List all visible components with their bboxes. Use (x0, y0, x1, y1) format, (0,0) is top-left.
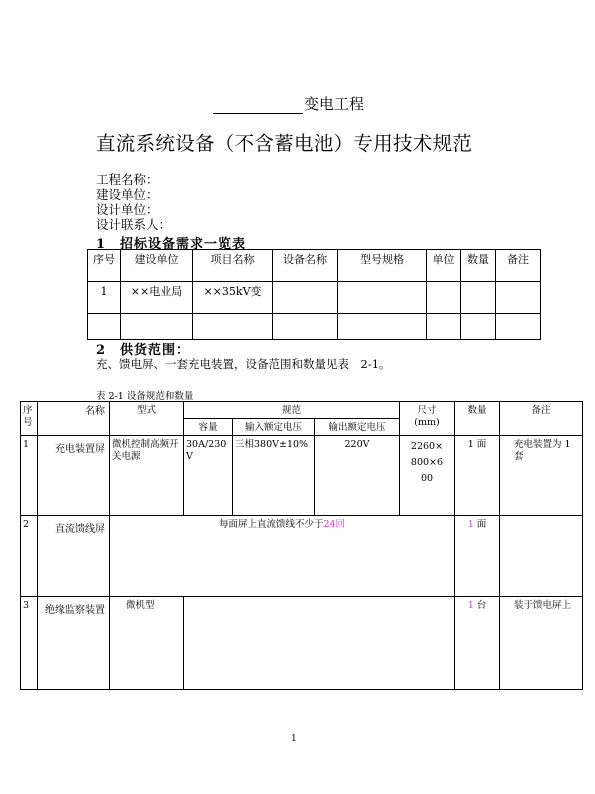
table2-row3-quantity-unit: 台 (473, 600, 487, 611)
table2-row2-spec-note-prefix: 每面屏上直流馈线不少于 (218, 519, 324, 530)
table2-row1-model: 微机控制高频开关电源 (110, 436, 184, 516)
table-row (21, 597, 583, 690)
table2-row2-quantity-unit: 面 (473, 519, 487, 530)
table2-header-capacity: 容量 (184, 419, 233, 436)
table-row (21, 436, 583, 516)
table1-cell (496, 282, 541, 314)
info-construction-unit: 建设单位： (96, 187, 159, 202)
section-2-number: 2 (96, 343, 107, 358)
table2-header-row (21, 402, 583, 419)
table2-header-spec: 规范 (184, 402, 400, 419)
table2-header-name: 名称 (38, 402, 110, 436)
table1-cell (338, 282, 427, 314)
bidding-equipment-table (87, 249, 541, 340)
table2-row2-name: 直流馈线屏 (38, 516, 110, 597)
page-number: 1 (291, 734, 297, 744)
table2-row1-output-voltage: 220V (315, 436, 400, 516)
project-heading (213, 93, 364, 114)
table2-row1-name: 充电装置屏 (38, 436, 110, 516)
table2-row3-model: 微机型 (110, 597, 184, 690)
table1-header-quantity: 数量 (461, 250, 496, 282)
table1-cell (193, 314, 273, 340)
project-name-blank (213, 99, 303, 114)
table2-header-input-voltage: 输入额定电压 (233, 419, 315, 436)
document-title: 直流系统设备（不含蓄电池）专用技术规范 (96, 132, 473, 155)
table2-caption: 表 2-1 设备规范和数量 (96, 391, 194, 402)
table2-row2-quantity-value: 1 (467, 519, 474, 530)
table2-row1-capacity: 30A/230V (184, 436, 233, 516)
table1-cell (496, 314, 541, 340)
table1-cell (427, 314, 461, 340)
table1-cell: ××电业局 (121, 282, 193, 314)
equipment-spec-table (20, 401, 583, 690)
table1-cell (121, 314, 193, 340)
table1-cell (273, 282, 338, 314)
table-row (88, 314, 541, 340)
info-project-name: 工程名称： (96, 172, 159, 187)
table2-header-quantity: 数量 (455, 402, 500, 436)
supply-scope-text: 充、馈电屏、一套充电装置，设备范围和数量见表 2-1。 (96, 357, 391, 371)
info-design-contact: 设计联系人： (96, 217, 172, 232)
table1-header-equipment-name: 设备名称 (273, 250, 338, 282)
table2-header-output-voltage: 输出额定电压 (315, 419, 400, 436)
table2-row3-spec (184, 597, 455, 690)
table2-row2-quantity (455, 516, 500, 597)
table2-row2-remark (500, 516, 583, 597)
table1-header-row (88, 250, 541, 282)
table2-row1-size: 2260×800×600 (400, 436, 455, 516)
table2-row2-seq: 2 (21, 516, 38, 597)
table1-cell: 1 (88, 282, 121, 314)
table1-header-remark: 备注 (496, 250, 541, 282)
table-row (21, 516, 583, 597)
table-row (88, 282, 541, 314)
table2-row3-quantity-value: 1 (467, 600, 474, 611)
table2-row3-remark: 装于馈电屏上 (500, 597, 583, 690)
table1-header-construction-unit: 建设单位 (121, 250, 193, 282)
table1-cell (461, 314, 496, 340)
table2-row1-input-voltage: 三相380V±10% (233, 436, 315, 516)
table2-row1-remark: 充电装置为 1 套 (500, 436, 583, 516)
table2-row3-seq: 3 (21, 597, 38, 690)
table2-row3-name: 绝缘监察装置 (38, 597, 110, 690)
section-2-title: 供货范围： (120, 343, 191, 358)
table2-header-model: 型式 (110, 402, 184, 436)
project-heading-suffix: 变电工程 (304, 95, 365, 113)
table1-cell (427, 282, 461, 314)
table2-row2-spec-note (110, 516, 455, 597)
table2-row1-seq: 1 (21, 436, 38, 516)
table2-header-seq: 序号 (21, 402, 38, 436)
table2-row3-quantity (455, 597, 500, 690)
table1-header-project-name: 项目名称 (193, 250, 273, 282)
table1-cell: ××35kV变 (193, 282, 273, 314)
table1-header-seq: 序号 (88, 250, 121, 282)
table1-cell (338, 314, 427, 340)
section-1-number: 1 (96, 237, 107, 252)
table1-cell (88, 314, 121, 340)
table2-row1-quantity: 1 面 (455, 436, 500, 516)
table1-cell (461, 282, 496, 314)
table1-cell (273, 314, 338, 340)
table1-header-model: 型号规格 (338, 250, 427, 282)
info-design-unit: 设计单位： (96, 202, 159, 217)
table1-header-unit: 单位 (427, 250, 461, 282)
table2-header-size: 尺寸(mm) (400, 402, 455, 436)
table2-row2-spec-note-value: 24回 (323, 519, 346, 530)
section-1-title: 招标设备需求一览表 (120, 237, 247, 252)
table2-header-remark: 备注 (500, 402, 583, 436)
